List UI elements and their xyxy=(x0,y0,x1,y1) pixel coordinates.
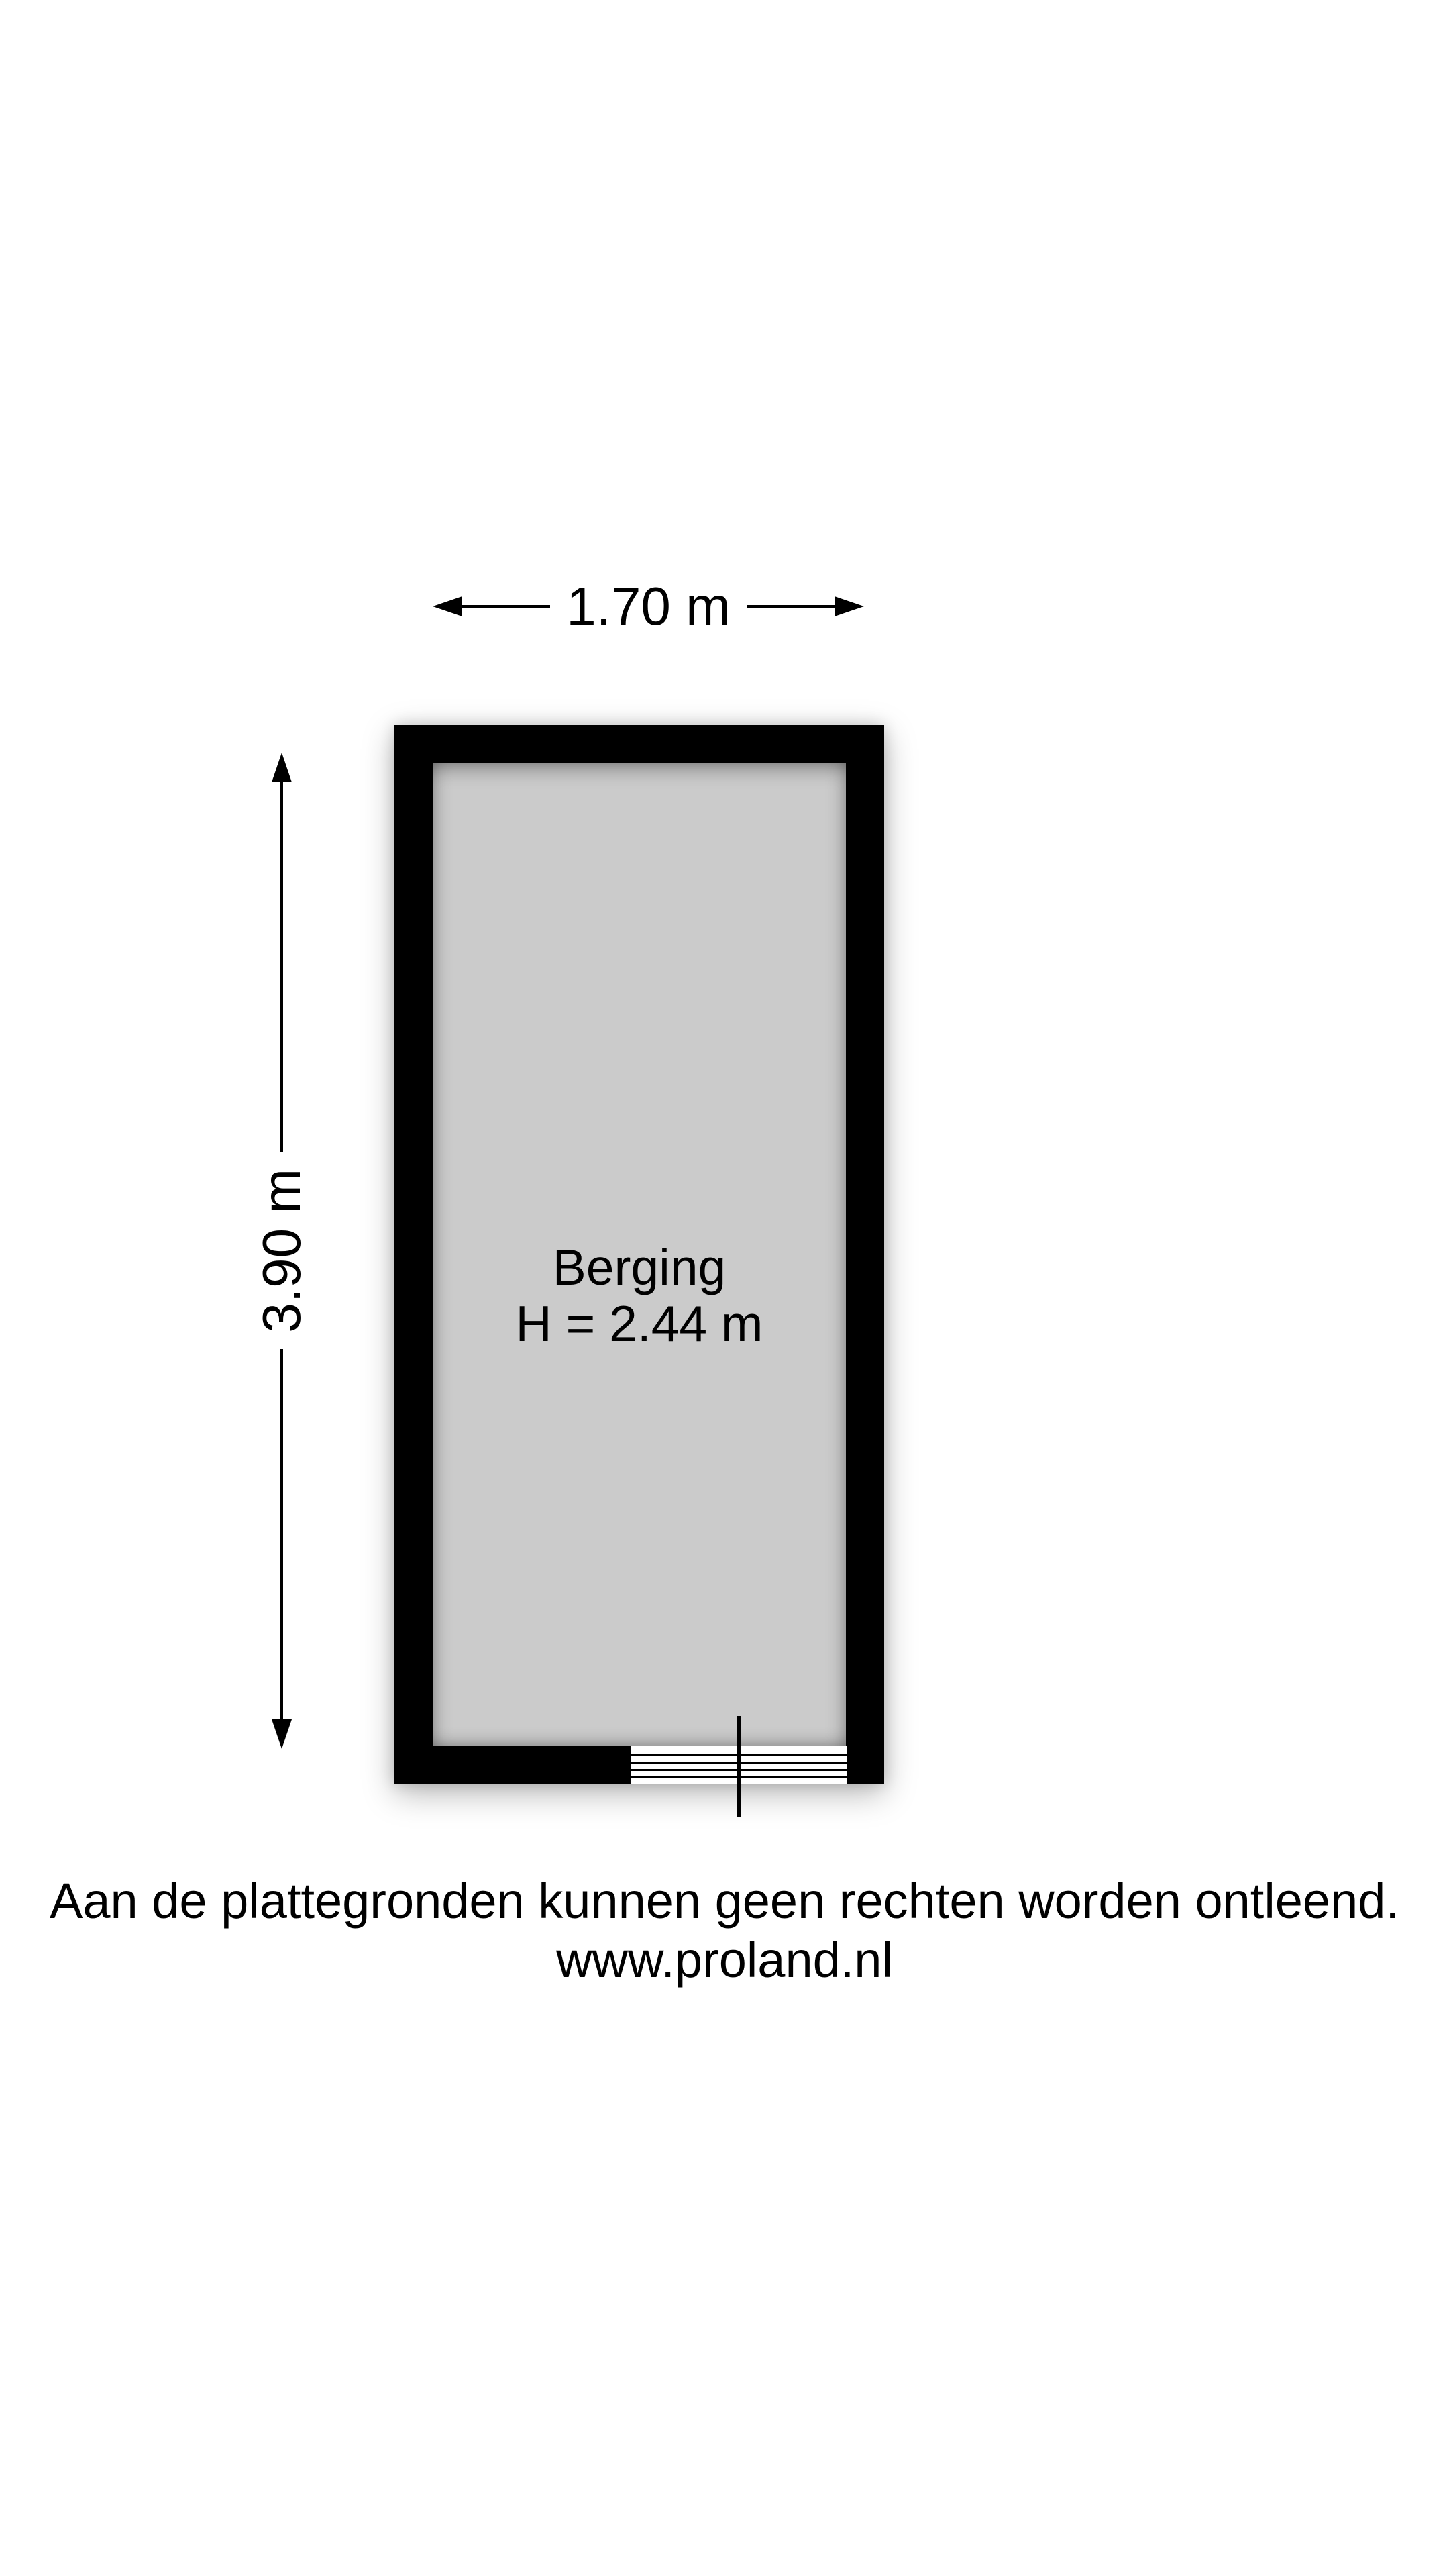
arrow-left-icon xyxy=(433,596,462,616)
height-dimension xyxy=(252,753,311,1749)
width-dimension-line-left xyxy=(462,605,550,608)
width-dimension-label: 1.70 m xyxy=(566,576,731,636)
room-ceiling-height: H = 2.44 m xyxy=(515,1295,763,1352)
floorplan xyxy=(394,724,884,1784)
website-text: www.proland.nl xyxy=(556,1932,893,1988)
height-dimension-line-top xyxy=(280,782,283,1152)
height-dimension-label: 3.90 m xyxy=(252,1169,311,1333)
arrow-right-icon xyxy=(835,596,864,616)
footer xyxy=(0,1872,1449,1990)
height-dimension-line-bottom xyxy=(280,1349,283,1719)
width-dimension xyxy=(433,576,864,636)
width-dimension-line-right xyxy=(747,605,835,608)
arrow-down-icon xyxy=(272,1719,292,1749)
room-berging-floor xyxy=(433,763,846,1746)
room-name: Berging xyxy=(552,1239,727,1295)
arrow-up-icon xyxy=(272,753,292,782)
disclaimer-text: Aan de plattegronden kunnen geen rechten worden ontleend. xyxy=(50,1873,1399,1929)
room-label xyxy=(433,1239,846,1352)
door-center-line xyxy=(737,1716,741,1817)
